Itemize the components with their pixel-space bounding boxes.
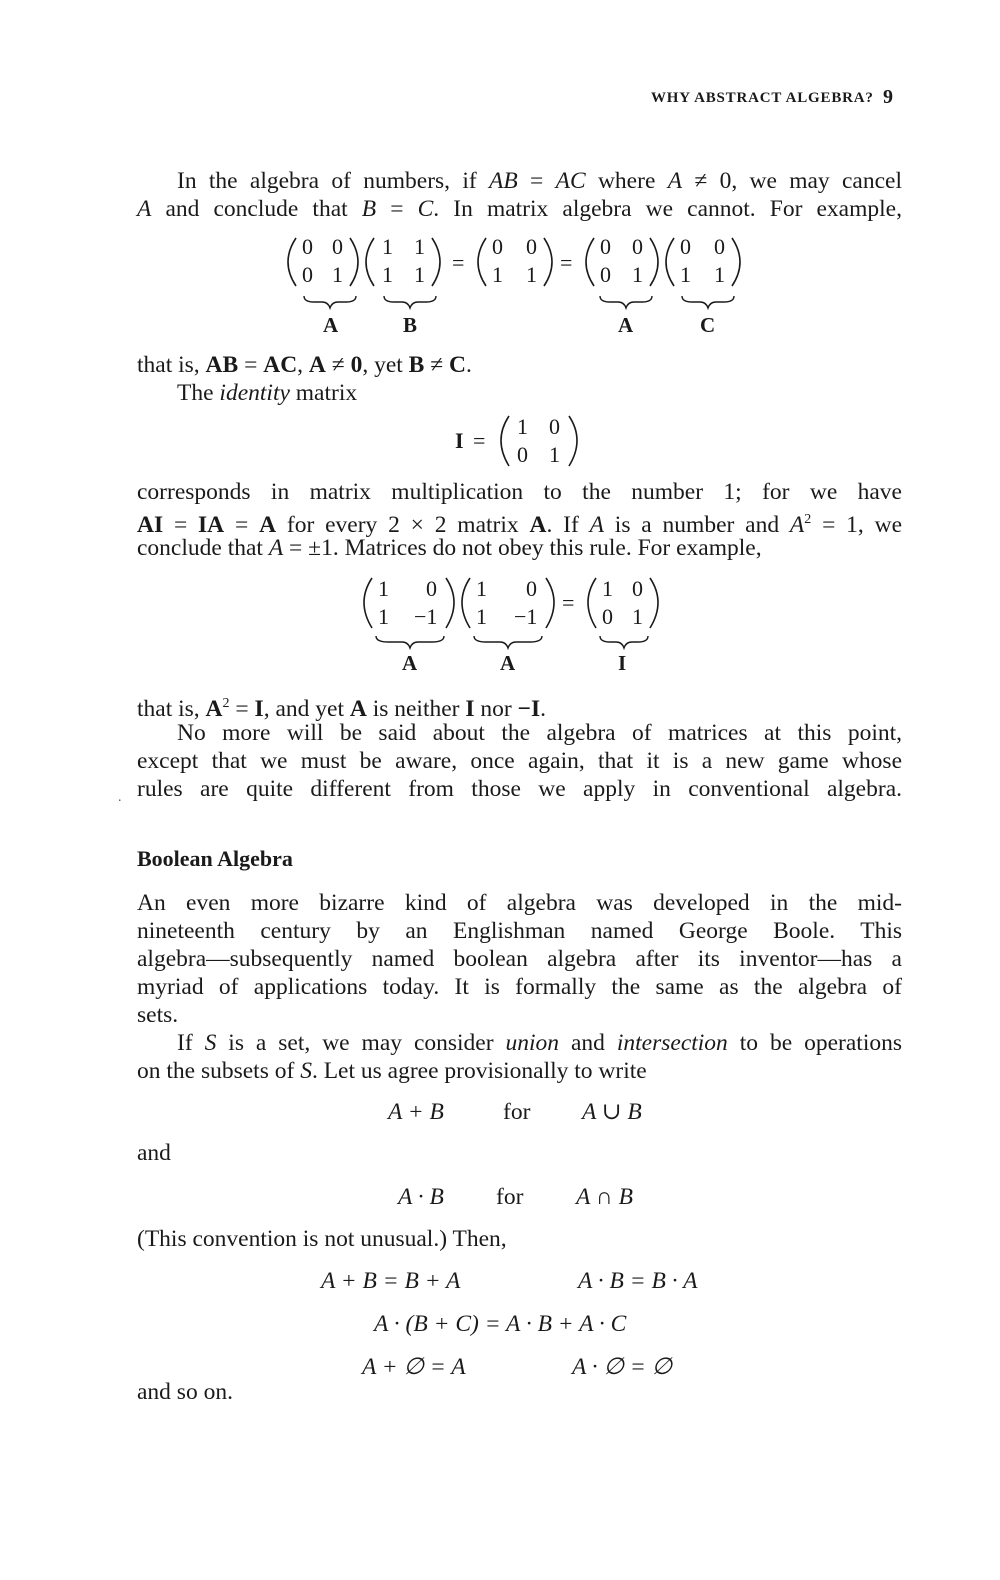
notation-row2-for: for [496, 1184, 524, 1210]
para4-line5: sets. [137, 1002, 179, 1028]
para5-line2: on the subsets of S. Let us agree provisionally to write [137, 1058, 647, 1084]
svg-text:0: 0 [426, 576, 437, 601]
svg-text:1: 1 [602, 576, 613, 601]
para3-line2: except that we must be aware, once again, that it is a new game whose [137, 748, 902, 774]
notation-row1-for: for [503, 1099, 531, 1125]
svg-text:1: 1 [378, 604, 389, 629]
svg-text:1: 1 [414, 262, 425, 287]
para3-line1: No more will be said about the algebra of matrices at this point, [177, 720, 902, 746]
svg-text:1: 1 [714, 262, 725, 287]
running-header: WHY ABSTRACT ALGEBRA? [651, 90, 874, 106]
svg-text:0: 0 [680, 234, 691, 259]
svg-text:=: = [560, 250, 573, 275]
matrix-A-1 [364, 576, 454, 629]
para4-line2: nineteenth century by an Englishman named George Boole. This [137, 918, 902, 944]
label-I: I [618, 651, 627, 675]
svg-text:1: 1 [680, 262, 691, 287]
para4-line1: An even more bizarre kind of algebra was developed in the mid- [137, 890, 902, 916]
svg-text:1: 1 [476, 576, 487, 601]
stray-mark: . [118, 790, 122, 805]
svg-text:1: 1 [549, 442, 560, 467]
svg-text:1: 1 [476, 604, 487, 629]
matrix-A-2 [462, 576, 554, 629]
convention-line: (This convention is not unusual.) Then, [137, 1226, 507, 1252]
law-commutative-product: A · B = B · A [578, 1268, 698, 1294]
matrix-A-1 [288, 234, 358, 287]
label-B: B [403, 313, 418, 337]
para2-line1: corresponds in matrix multiplication to the number 1; for we have [137, 479, 902, 505]
para1-line2: A and conclude that B = C. In matrix algebra we cannot. For example, [137, 196, 902, 222]
law-commutative-sum: A + B = B + A [321, 1268, 461, 1294]
para2-line2: AI = IA = A for every 2 × 2 matrix A. If A is a number and $A^2 = 1$, we [137, 511, 903, 538]
svg-text:0: 0 [600, 234, 611, 259]
svg-text:0: 0 [714, 234, 725, 259]
para4-line4: myriad of applications today. It is formally the same as the algebra of [137, 974, 902, 1000]
svg-text:1: 1 [378, 576, 389, 601]
svg-text:0: 0 [600, 262, 611, 287]
notation-row2-left: A · B [398, 1184, 444, 1210]
para3-line3: rules are quite different from those we apply in conventional algebra. [137, 776, 902, 802]
matrix-B [366, 234, 440, 287]
law-empty-product: A · ∅ = ∅ [572, 1354, 673, 1380]
law-identity-sum: A + ∅ = A [362, 1354, 466, 1380]
svg-text:1: 1 [332, 262, 343, 287]
svg-text:0: 0 [526, 576, 537, 601]
label-C: C [700, 313, 716, 337]
svg-text:−1: −1 [414, 604, 438, 629]
matrix-equation-1 [270, 232, 750, 342]
svg-text:0: 0 [602, 604, 613, 629]
svg-text:1: 1 [517, 414, 528, 439]
svg-text:1: 1 [414, 234, 425, 259]
and-word: and [137, 1140, 171, 1166]
svg-text:0: 0 [526, 234, 537, 259]
svg-text:0: 0 [632, 234, 643, 259]
svg-text:0: 0 [302, 262, 313, 287]
svg-text:0: 0 [302, 234, 313, 259]
svg-text:1: 1 [526, 262, 537, 287]
svg-text:1: 1 [632, 262, 643, 287]
matrix-C [666, 234, 740, 287]
svg-text:=: = [473, 428, 486, 453]
svg-text:0: 0 [492, 234, 503, 259]
underbraces [376, 636, 648, 648]
matrix-equation-2 [350, 572, 670, 680]
svg-text:=: = [562, 590, 575, 615]
para1-line1: In the algebra of numbers, if AB = AC where A ≠ 0, we may cancel [177, 168, 902, 194]
svg-text:=: = [452, 250, 465, 275]
para5-line1: If S is a set, we may consider union and intersection to be operations [177, 1030, 902, 1056]
svg-text:0: 0 [517, 442, 528, 467]
svg-text:1: 1 [632, 604, 643, 629]
svg-text:−1: −1 [514, 604, 538, 629]
svg-text:0: 0 [549, 414, 560, 439]
matrix-A-2 [586, 234, 658, 287]
svg-text:1: 1 [382, 234, 393, 259]
svg-text:0: 0 [332, 234, 343, 259]
label-A: A [402, 651, 418, 675]
law-distributive: A · (B + C) = A · B + A · C [374, 1311, 627, 1337]
notation-row1-left: A + B [388, 1099, 444, 1125]
section-heading: Boolean Algebra [137, 846, 293, 871]
svg-text:I: I [455, 428, 464, 453]
matrix-I [588, 576, 658, 629]
label-A: A [618, 313, 634, 337]
svg-text:1: 1 [382, 262, 393, 287]
matrix-product [478, 234, 552, 287]
identity-matrix-equation [455, 410, 595, 472]
page-number: 9 [883, 86, 893, 108]
closing-line: and so on. [137, 1379, 233, 1405]
para4-line3: algebra—subsequently named boolean algebra after its inventor—has a [137, 946, 902, 972]
identity-intro: The identity matrix [177, 380, 358, 406]
para2-line3: conclude that A = ±1. Matrices do not obey this rule. For example, [137, 535, 762, 561]
notation-row1-right: A ∪ B [582, 1099, 642, 1125]
underbraces [304, 296, 734, 308]
label-A: A [500, 651, 516, 675]
that-is-line-1: that is, AB = AC, A ≠ 0, yet B ≠ C. [137, 352, 472, 378]
svg-text:0: 0 [632, 576, 643, 601]
that-is-line-2: that is, $A^2 = I$, and yet A is neither I nor −I. [137, 695, 547, 722]
svg-text:1: 1 [492, 262, 503, 287]
notation-row2-right: A ∩ B [576, 1184, 634, 1210]
label-A: A [323, 313, 339, 337]
